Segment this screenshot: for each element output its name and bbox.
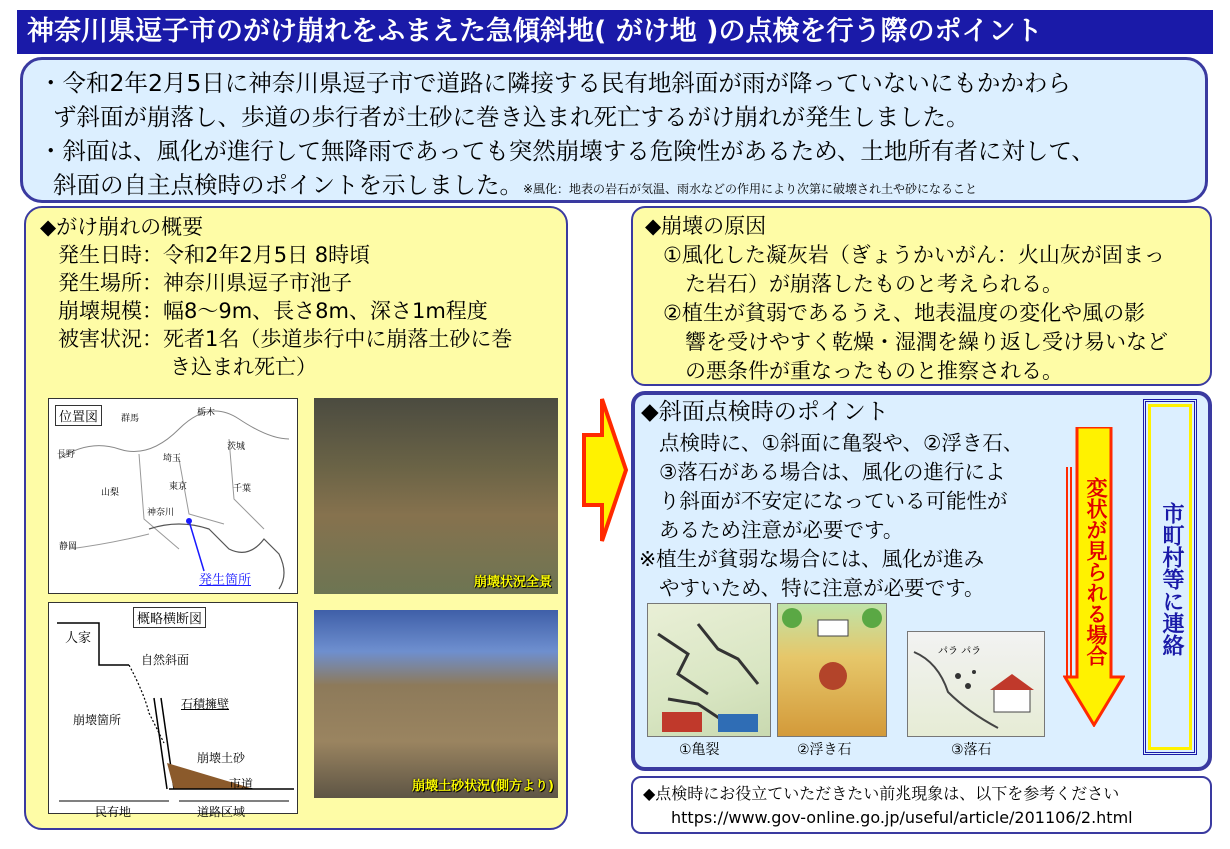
cause-line: ②植生が貧弱であるうえ、地表温度の変化や風の影 bbox=[663, 301, 1146, 325]
cross-label: 市道 bbox=[229, 777, 254, 791]
map-place: 東京 bbox=[169, 482, 188, 492]
collapse-photo-side bbox=[314, 610, 558, 798]
cause-line: 響を受けやすく乾燥・湿潤を繰り返し受け易いなど bbox=[685, 330, 1168, 354]
cause-line: ①風化した凝灰岩（ぎょうかいがん：火山灰が固まっ bbox=[663, 243, 1165, 267]
loose-stone-illustration bbox=[777, 603, 887, 737]
contact-box bbox=[1143, 399, 1197, 755]
intro-box bbox=[20, 57, 1208, 203]
loose-stone-icon bbox=[778, 604, 886, 736]
cross-label: 崩壊土砂 bbox=[197, 751, 246, 765]
map-place: 千葉 bbox=[233, 484, 252, 494]
map-title: 位置図 bbox=[55, 405, 102, 426]
points-heading: ◆斜面点検時のポイント bbox=[641, 399, 889, 425]
condition-text: 変状が見られる場合 bbox=[1084, 477, 1108, 666]
map-place: 栃木 bbox=[197, 408, 216, 418]
cross-label: 道路区域 bbox=[197, 805, 246, 819]
overview-value: 死者1名（歩道歩行中に崩落土砂に巻 bbox=[163, 327, 513, 351]
map-marker-label: 発生箇所 bbox=[199, 573, 252, 588]
overview-label: 発生日時： bbox=[58, 243, 163, 267]
reference-box bbox=[631, 776, 1212, 834]
intro-note: ※風化：地表の岩石が気温、雨水などの作用により次第に破壊され土や砂になること bbox=[523, 182, 978, 196]
intro-line: ず斜面が崩落し、歩道の歩行者が土砂に巻き込まれ死亡するがけ崩れが発生しました。 bbox=[53, 103, 970, 131]
big-arrow-icon bbox=[580, 395, 630, 545]
intro-line: ・斜面は、風化が進行して無降雨であっても突然崩壊する危険性があるため、土地所有者に対して、 bbox=[39, 137, 1095, 165]
overview-label: 崩壊規模： bbox=[58, 299, 163, 323]
overview-value: 令和2年2月5日 8時頃 bbox=[163, 243, 371, 267]
points-line: あるため注意が必要です。 bbox=[659, 518, 904, 542]
cause-heading: ◆崩壊の原因 bbox=[645, 214, 767, 238]
points-line: り斜面が不安定になっている可能性が bbox=[659, 489, 1008, 513]
cross-title: 概略横断図 bbox=[133, 607, 206, 628]
points-line: ※植生が貧弱な場合には、風化が進み bbox=[639, 547, 985, 571]
map-place: 茨城 bbox=[227, 442, 246, 452]
overview-label: 発生場所： bbox=[58, 271, 163, 295]
overview-label: 被害状況： bbox=[58, 327, 163, 351]
sketch-sound-text: パラ パラ bbox=[938, 646, 982, 657]
map-place: 静岡 bbox=[59, 542, 78, 552]
points-line: 点検時に、①斜面に亀裂や、②浮き石、 bbox=[659, 431, 1024, 455]
cross-label: 崩壊箇所 bbox=[73, 713, 122, 727]
cross-label: 自然斜面 bbox=[141, 653, 190, 667]
cause-box bbox=[631, 206, 1212, 386]
map-place: 埼玉 bbox=[163, 454, 182, 464]
page-title: 神奈川県逗子市のがけ崩れをふまえた急傾斜地( がけ地 )の点検を行う際のポイント bbox=[17, 10, 1213, 54]
map-place: 長野 bbox=[57, 450, 76, 460]
reference-text: ◆点検時にお役立ていただきたい前兆現象は、以下を参考ください bbox=[643, 784, 1120, 803]
sketch-caption: ②浮き石 bbox=[797, 742, 852, 758]
cross-label: 石積擁壁 bbox=[181, 697, 230, 711]
overview-value: 神奈川県逗子市池子 bbox=[163, 271, 352, 295]
location-map bbox=[48, 398, 298, 594]
sketch-caption: ①亀裂 bbox=[679, 742, 720, 758]
sketch-caption: ③落石 bbox=[951, 742, 992, 758]
map-place: 山梨 bbox=[101, 488, 120, 498]
cross-label: 民有地 bbox=[95, 805, 132, 819]
map-place: 神奈川 bbox=[147, 508, 175, 518]
contact-text: 市町村等に連絡 bbox=[1159, 502, 1184, 656]
rockfall-illustration bbox=[907, 631, 1045, 737]
cause-line: た岩石）が崩落したものと考えられる。 bbox=[685, 272, 1063, 296]
collapse-photo-overview bbox=[314, 398, 558, 594]
points-line: ③落石がある場合は、風化の進行によ bbox=[659, 460, 1006, 484]
cross-section-diagram bbox=[48, 602, 298, 819]
crack-icon bbox=[648, 604, 770, 736]
photo-caption: 崩壊状況全景 bbox=[473, 575, 552, 590]
overview-value: 幅8～9m、長さ8m、深さ1m程度 bbox=[163, 299, 488, 323]
overview-heading: ◆がけ崩れの概要 bbox=[40, 215, 204, 239]
photo-caption: 崩壊土砂状況(側方より) bbox=[412, 779, 554, 794]
intro-line: 斜面の自主点検時のポイントを示しました。 bbox=[53, 171, 523, 199]
inspection-points-box bbox=[631, 391, 1212, 771]
crack-illustration bbox=[647, 603, 771, 737]
map-outline bbox=[49, 399, 299, 595]
reference-url[interactable]: https://www.gov-online.go.jp/useful/article/201106/2.html bbox=[671, 808, 1133, 827]
intro-line: ・令和2年2月5日に神奈川県逗子市で道路に隣接する民有地斜面が雨が降っていないにもかかわら bbox=[39, 69, 1071, 97]
overview-value-cont: き込まれ死亡） bbox=[170, 355, 317, 379]
points-line: やすいため、特に注意が必要です。 bbox=[659, 576, 985, 600]
map-place: 群馬 bbox=[121, 414, 140, 424]
cross-label: 人家 bbox=[65, 631, 92, 646]
cause-line: の悪条件が重なったものと推察される。 bbox=[685, 359, 1063, 383]
